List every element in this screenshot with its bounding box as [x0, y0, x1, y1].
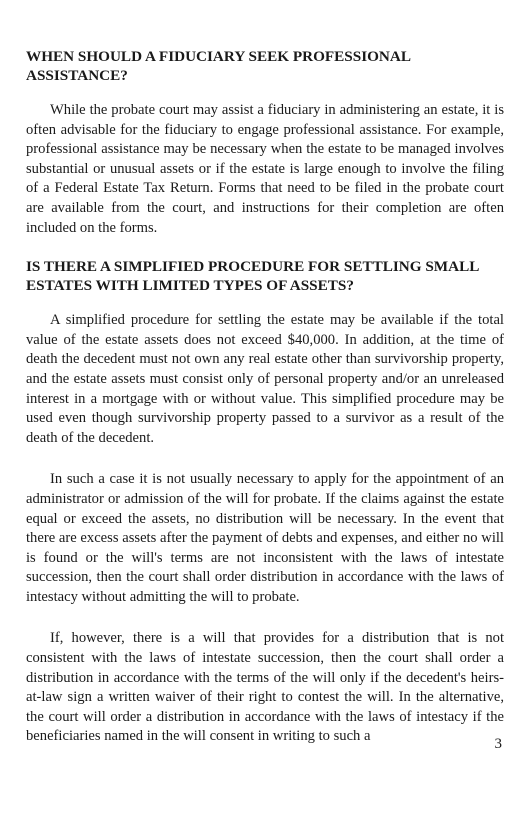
document-page: [26, 47, 504, 769]
paragraph-simplified-procedure-2: In such a case it is not usually necessary to apply for the appointment of an administrator or admission of the will for probate. If the claims against the estate equal or exceed the assets, no distribution will be necessary. In the event that there are excess assets after the payment of debts and expenses, and either no will is found or the will's terms are not inconsistent with the laws of intestate succession, then the court shall order distribution in accordance with the laws of intestacy without admitting the will to probate.: [26, 471, 504, 605]
section-heading-professional-assistance: WHEN SHOULD A FIDUCIARY SEEK PROFESSIONAL ASSISTANCE?: [26, 48, 411, 84]
paragraph-simplified-procedure-1: A simplified procedure for settling the estate may be available if the total value of the estate assets does not exceed $40,000. In addition, at the time of death the decedent must not own any real estate other than survivorship property, and the estate assets must consist only of personal property and/or an unreleased interest in a mortgage with or without value. This simplified procedure may be used even though survivorship property passed to a survivor as a result of the death of the decedent.: [26, 312, 504, 446]
section-heading-simplified-procedure: IS THERE A SIMPLIFIED PROCEDURE FOR SETTLING SMALL ESTATES WITH LIMITED TYPES OF ASSETS?: [26, 258, 479, 295]
paragraph-professional-assistance: While the probate court may assist a fiduciary in administering an estate, it is often advisable for the fiduciary to engage professional assistance. For example, professional assistance may be necessary when the estate to be managed involves substantial or unusual assets or if the estate is large enough to involve the filing of a Federal Estate Tax Return. Forms that need to be filed in the probate court are available from the court, and instructions for their completion are often included on the forms.: [26, 102, 504, 236]
paragraph-simplified-procedure-3: If, however, there is a will that provides for a distribution that is not consistent with the laws of intestate succession, then the court shall order a distribution in accordance with the terms of the will only if the decedent's heirs-at-law sign a written waiver of their right to contest the will. In the alternative, the court will order a distribution in accordance with the laws of intestacy if the beneficiaries named in the will consent in writing to such a: [26, 630, 504, 745]
page-number: 3: [494, 736, 502, 752]
